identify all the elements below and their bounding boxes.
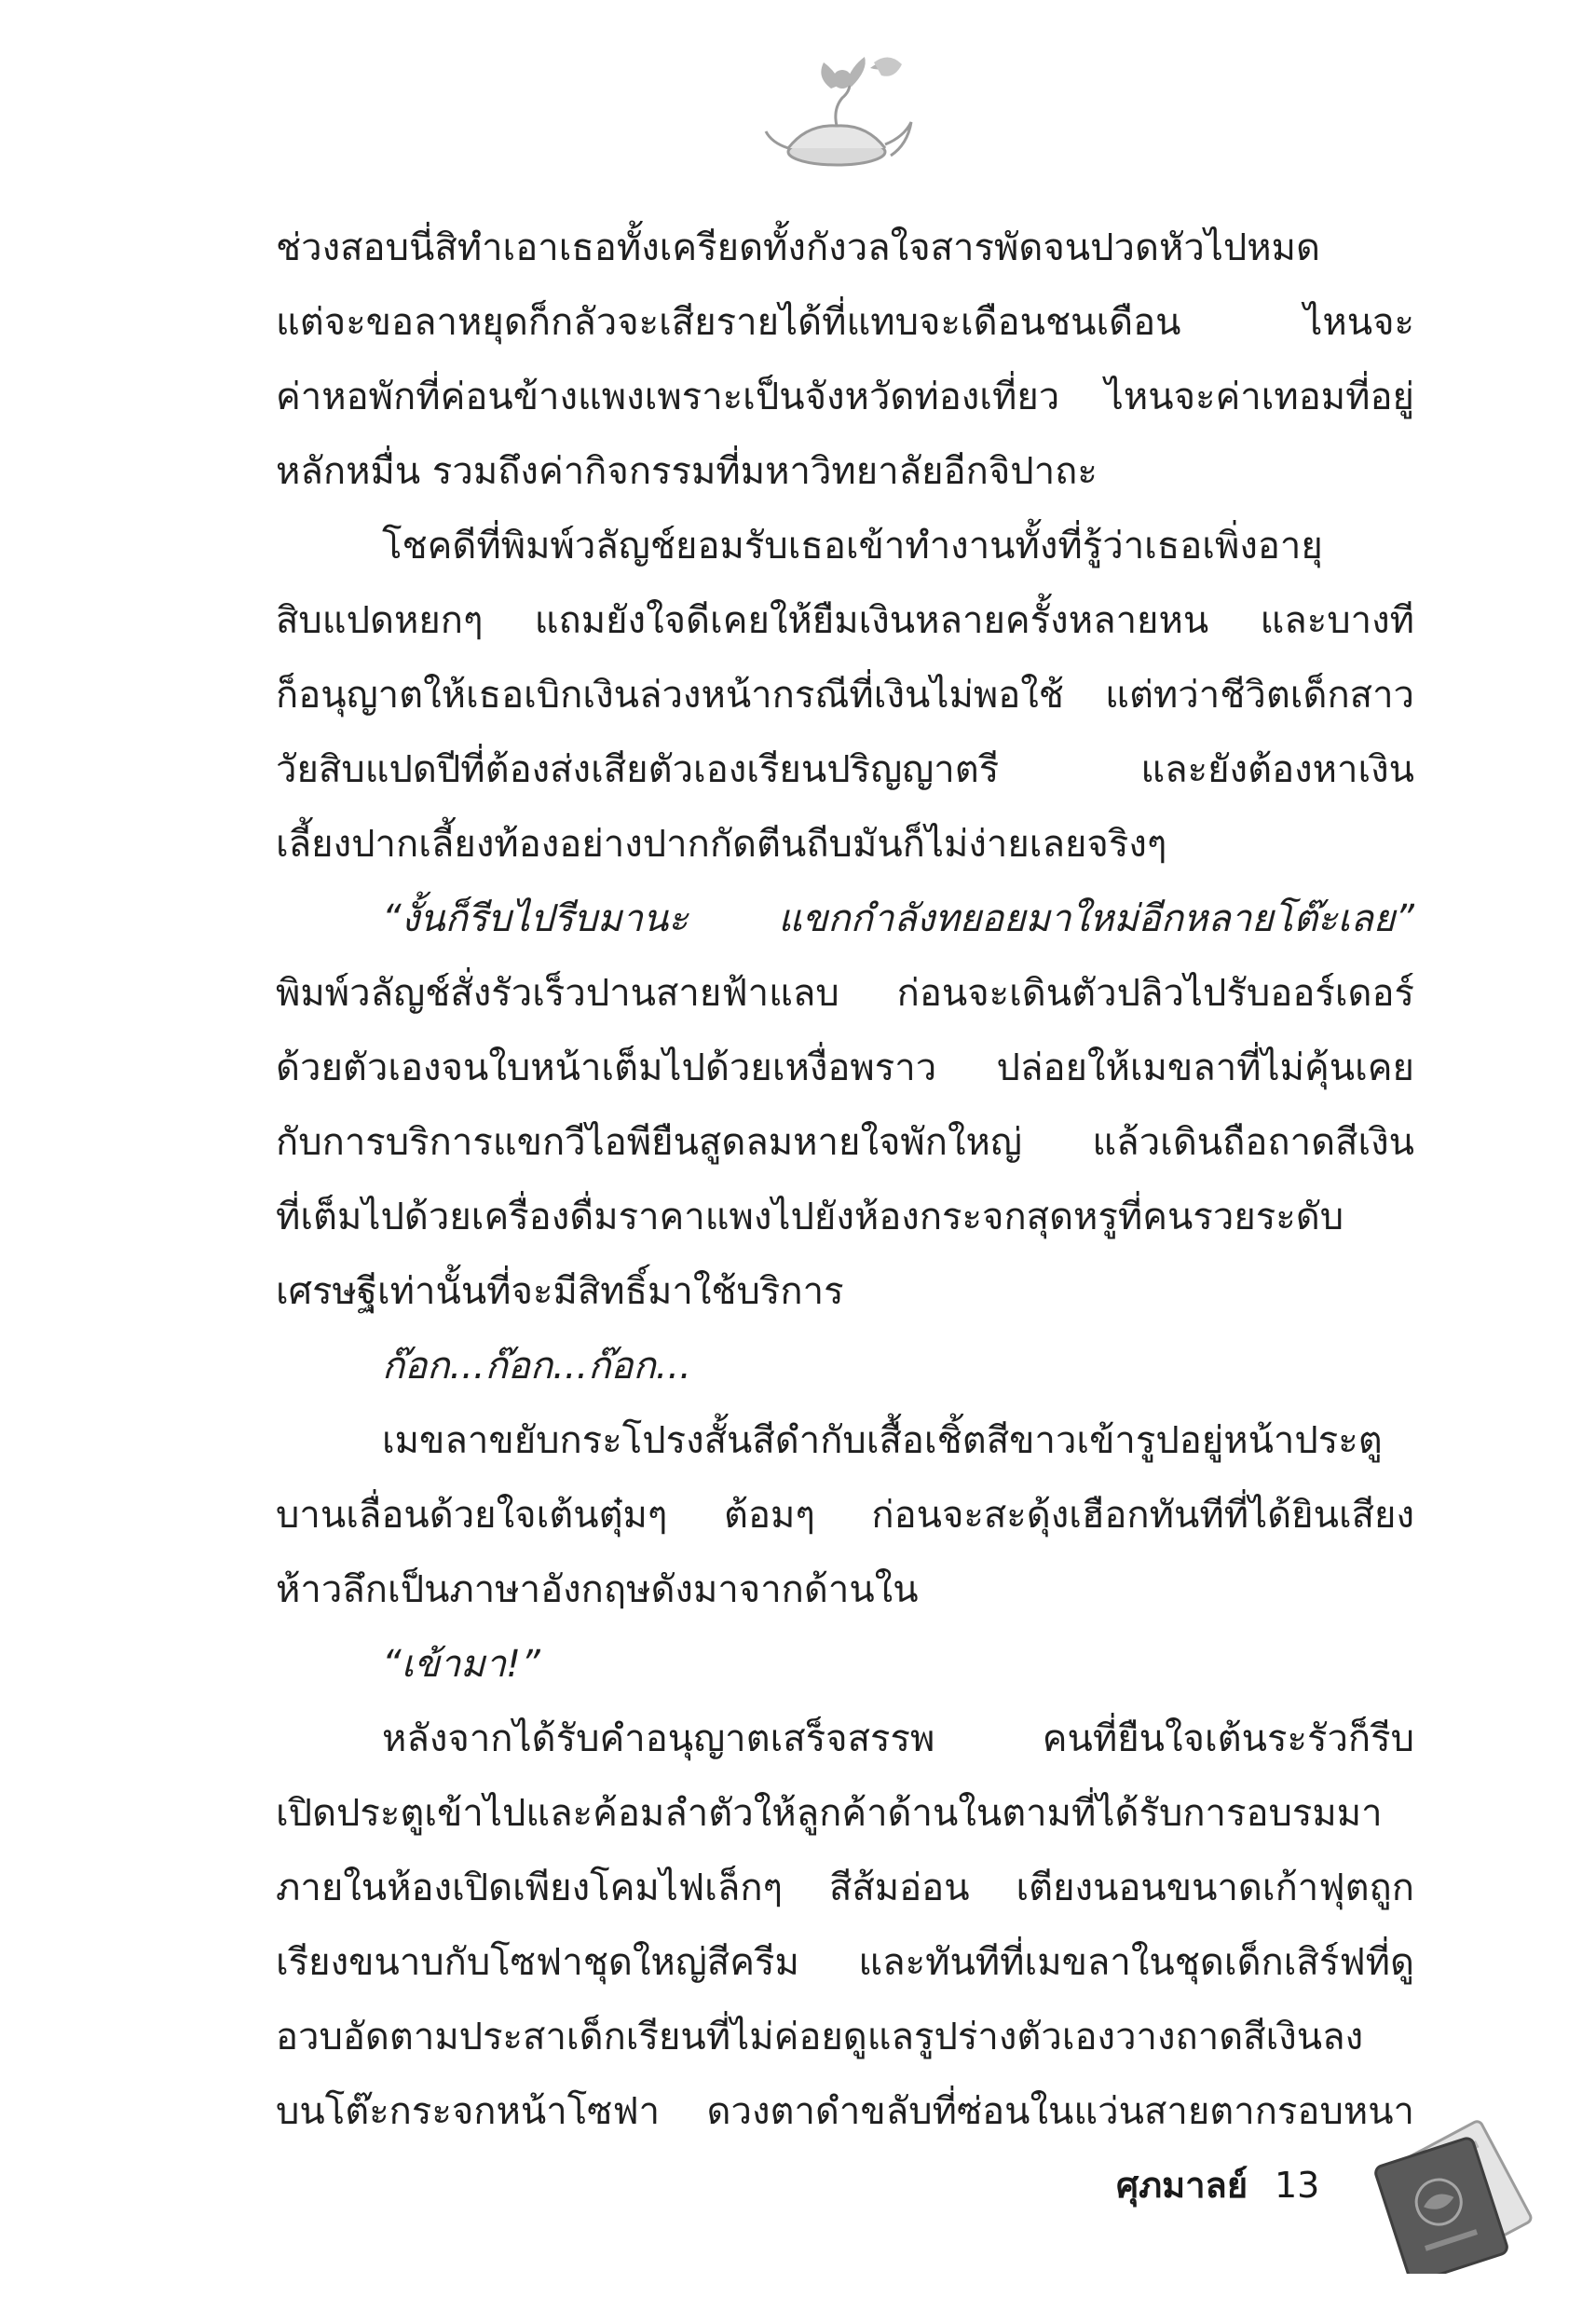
text-line-11: พิมพ์วลัญช์สั่งรัวเร็วปานสายฟ้าแลบ ก่อนจะเดินตัวปลิวไปรับออร์เดอร์: [276, 972, 1414, 1015]
text-line-26: บนโต๊ะกระจกหน้าโซฟา ดวงตาดำขลับที่ซ่อนในแว่นสายตากรอบหนา: [276, 2090, 1414, 2133]
text-line-14: ที่เต็มไปด้วยเครื่องดื่มราคาแพงไปยังห้องกระจกสุดหรูที่คนรวยระดับ: [276, 1196, 1344, 1238]
text-line-4: หลักหมื่น รวมถึงค่ากิจกรรมที่มหาวิทยาลัยอีกจิปาถะ: [276, 450, 1098, 493]
genie-lamp-icon: [751, 51, 919, 182]
page-number: 13: [1275, 2165, 1320, 2206]
text-line-1: ช่วงสอบนี่สิทำเอาเธอทั้งเครียดทั้งกังวลใจสารพัดจนปวดหัวไปหมด: [276, 226, 1320, 269]
text-line-25: อวบอัดตามประสาเด็กเรียนที่ไม่ค่อยดูแลรูปร่างตัวเองวางถาดสีเงินลง: [276, 2016, 1364, 2058]
passport-icon: [1349, 2115, 1554, 2274]
sound-effect-line-16: ก๊อก...ก๊อก...ก๊อก...: [382, 1345, 691, 1388]
footer-title: ศุภมาลย์: [1116, 2165, 1248, 2206]
text-line-6: สิบแปดหยกๆ แถมยังใจดีเคยให้ยืมเงินหลายครั้งหลายหน และบางที: [276, 599, 1414, 642]
text-line-7: ก็อนุญาตให้เธอเบิกเงินล่วงหน้ากรณีที่เงินไม่พอใช้ แต่ทว่าชีวิตเด็กสาว: [276, 674, 1414, 717]
text-line-15: เศรษฐีเท่านั้นที่จะมีสิทธิ์มาใช้บริการ: [276, 1270, 844, 1313]
text-line-18: บานเลื่อนด้วยใจเต้นตุ๋มๆ ต้อมๆ ก่อนจะสะดุ้งเฮือกทันทีที่ได้ยินเสียง: [276, 1494, 1414, 1537]
text-line-22: เปิดประตูเข้าไปและค้อมลำตัวให้ลูกค้าด้านในตามที่ได้รับการอบรมมา: [276, 1792, 1383, 1835]
text-line-5: โชคดีที่พิมพ์วลัญช์ยอมรับเธอเข้าทำงานทั้งที่รู้ว่าเธอเพิ่งอายุ: [382, 525, 1323, 567]
text-line-3: ค่าหอพักที่ค่อนข้างแพงเพราะเป็นจังหวัดท่องเที่ยว ไหนจะค่าเทอมที่อยู่: [276, 376, 1414, 418]
body-text: [276, 211, 1414, 2149]
text-line-19: ห้าวลึกเป็นภาษาอังกฤษดังมาจากด้านใน: [276, 1568, 919, 1611]
text-line-2: แต่จะขอลาหยุดก็กลัวจะเสียรายได้ที่แทบจะเดือนชนเดือน ไหนจะ: [276, 301, 1414, 344]
dialogue-line-20: “เข้ามา!”: [382, 1643, 540, 1686]
text-line-17: เมขลาขยับกระโปรงสั้นสีดำกับเสื้อเชิ้ตสีขาวเข้ารูปอยู่หน้าประตู: [382, 1419, 1383, 1462]
text-line-23: ภายในห้องเปิดเพียงโคมไฟเล็กๆ สีส้มอ่อน เตียงนอนขนาดเก้าฟุตถูก: [276, 1867, 1414, 1909]
text-line-8: วัยสิบแปดปีที่ต้องส่งเสียตัวเองเรียนปริญญาตรี และยังต้องหาเงิน: [276, 748, 1414, 791]
text-line-21: หลังจากได้รับคำอนุญาตเสร็จสรรพ คนที่ยืนใจเต้นระรัวก็รีบ: [382, 1717, 1414, 1760]
dialogue-line-10: “งั้นก็รีบไปรีบมานะ แขกกำลังทยอยมาใหม่อีกหลายโต๊ะเลย”: [382, 897, 1414, 940]
text-line-12: ด้วยตัวเองจนใบหน้าเต็มไปด้วยเหงื่อพราว ปล่อยให้เมขลาที่ไม่คุ้นเคย: [276, 1046, 1414, 1089]
text-line-9: เลี้ยงปากเลี้ยงท้องอย่างปากกัดตีนถีบมันก็ไม่ง่ายเลยจริงๆ: [276, 823, 1167, 866]
text-line-24: เรียงขนาบกับโซฟาชุดใหญ่สีครีม และทันทีที่เมขลาในชุดเด็กเสิร์ฟที่ดู: [276, 1941, 1414, 1984]
text-line-13: กับการบริการแขกวีไอพียืนสูดลมหายใจพักใหญ่ แล้วเดินถือถาดสีเงิน: [276, 1121, 1414, 1164]
